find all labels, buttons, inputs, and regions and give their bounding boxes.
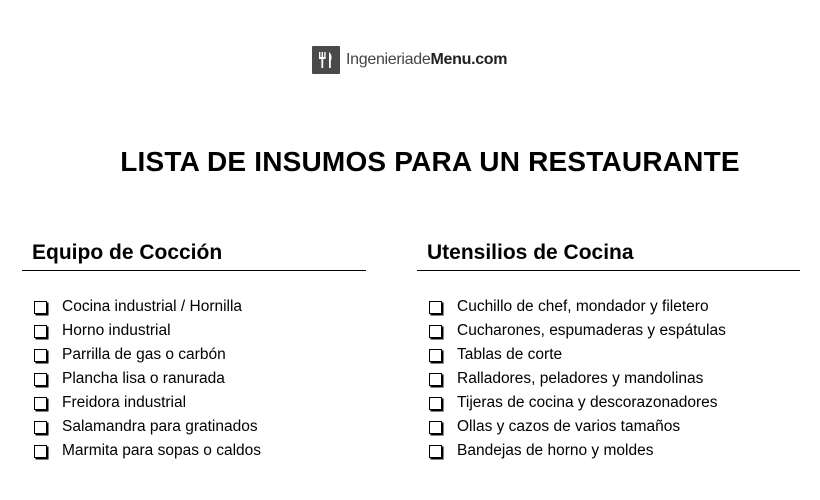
brand-logo [312, 46, 507, 74]
section-heading: Equipo de Cocción [22, 240, 366, 271]
list-item [429, 367, 800, 391]
section-utensilios-cocina [417, 240, 800, 463]
list-item [429, 415, 800, 439]
item-label: Cucharones, espumaderas y espátulas [457, 322, 726, 339]
checkbox-icon[interactable] [34, 373, 47, 386]
item-label: Horno industrial [62, 322, 171, 339]
checkbox-icon[interactable] [34, 349, 47, 362]
section-equipo-coccion [22, 240, 366, 463]
item-label: Freidora industrial [62, 394, 187, 411]
list-item [429, 319, 800, 343]
item-label: Cuchillo de chef, mondador y filetero [457, 298, 709, 315]
item-label: Plancha lisa o ranurada [62, 370, 225, 387]
section-heading: Utensilios de Cocina [417, 240, 800, 271]
list-item [429, 439, 800, 463]
checklist [417, 295, 800, 463]
list-item [34, 367, 366, 391]
checkbox-icon[interactable] [429, 325, 442, 338]
checkbox-icon[interactable] [34, 397, 47, 410]
checkbox-icon[interactable] [34, 445, 47, 458]
checkbox-icon[interactable] [429, 421, 442, 434]
list-item [34, 391, 366, 415]
checkbox-icon[interactable] [429, 397, 442, 410]
list-item [34, 415, 366, 439]
item-label: Bandejas de horno y moldes [457, 442, 654, 459]
item-label: Ollas y cazos de varios tamaños [457, 418, 681, 435]
brand-name: IngenieriadeMenu.com [346, 51, 508, 68]
list-item [429, 343, 800, 367]
fork-knife-logo-icon [312, 46, 340, 74]
checkbox-icon[interactable] [429, 301, 442, 314]
checkbox-icon[interactable] [429, 373, 442, 386]
item-label: Tijeras de cocina y descorazonadores [457, 394, 718, 411]
list-item [34, 343, 366, 367]
checkbox-icon[interactable] [429, 349, 442, 362]
list-item [429, 295, 800, 319]
checkbox-icon[interactable] [429, 445, 442, 458]
list-item [429, 391, 800, 415]
checkbox-icon[interactable] [34, 325, 47, 338]
page-title: LISTA DE INSUMOS PARA UN RESTAURANTE [120, 146, 740, 177]
checkbox-icon[interactable] [34, 301, 47, 314]
list-item [34, 319, 366, 343]
checkbox-icon[interactable] [34, 421, 47, 434]
item-label: Salamandra para gratinados [62, 418, 258, 435]
list-item [34, 439, 366, 463]
item-label: Cocina industrial / Hornilla [62, 298, 243, 315]
item-label: Marmita para sopas o caldos [62, 442, 262, 459]
item-label: Parrilla de gas o carbón [62, 346, 226, 363]
item-label: Tablas de corte [457, 346, 563, 363]
list-item [34, 295, 366, 319]
checklist [22, 295, 366, 463]
item-label: Ralladores, peladores y mandolinas [457, 370, 704, 387]
